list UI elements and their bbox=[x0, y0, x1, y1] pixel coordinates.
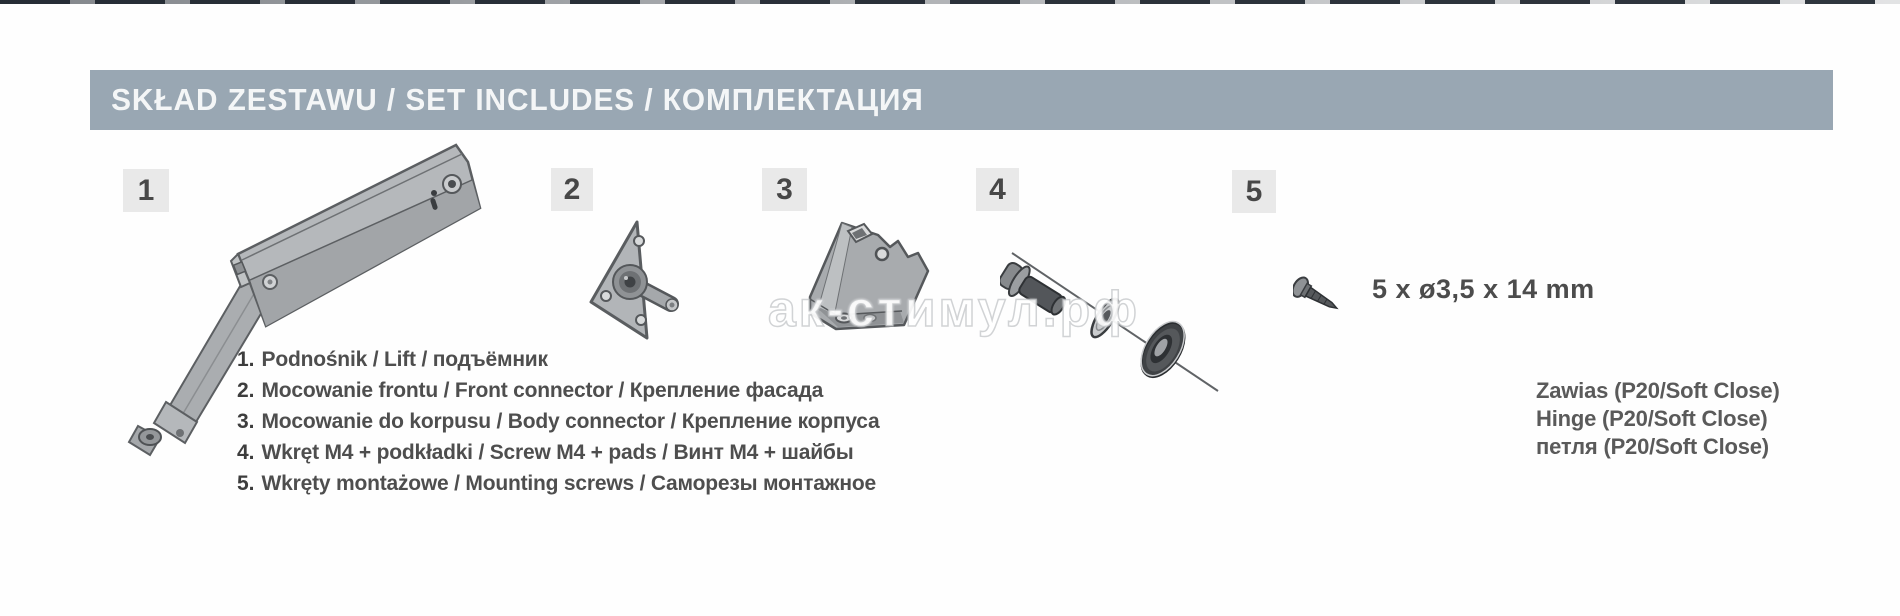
part-label-1: 1 bbox=[123, 169, 169, 212]
legend-text: Podnośnik / Lift / подъёмник bbox=[261, 348, 548, 371]
section-title: SKŁAD ZESTAWU / SET INCLUDES / КОМПЛЕКТАЦИЯ bbox=[111, 82, 924, 117]
hinge-note-line-pl: Zawias (P20/Soft Close) bbox=[1536, 378, 1780, 403]
hinge-note-line-ru: петля (P20/Soft Close) bbox=[1536, 434, 1769, 459]
legend-text: Wkręty montażowe / Mounting screws / Саморезы монтажное bbox=[261, 472, 876, 495]
legend-num: 3. bbox=[237, 410, 255, 433]
legend-text: Mocowanie do korpusu / Body connector / Крепление корпуса bbox=[261, 410, 880, 433]
legend-num: 4. bbox=[237, 441, 255, 464]
legend-num: 5. bbox=[237, 472, 255, 495]
mounting-screw-icon bbox=[1293, 268, 1368, 323]
legend-num: 2. bbox=[237, 379, 255, 402]
parts-legend bbox=[237, 344, 880, 499]
screw-spec-text: 5 x ø3,5 x 14 mm bbox=[1372, 274, 1595, 304]
legend-text: Wkręt M4 + podkładki / Screw M4 + pads / Винт M4 + шайбы bbox=[261, 441, 854, 464]
legend-item-5 bbox=[237, 468, 880, 499]
part-label-3: 3 bbox=[762, 168, 807, 211]
part-label-4: 4 bbox=[976, 168, 1019, 211]
part-label-5: 5 bbox=[1232, 170, 1276, 213]
front-connector-icon bbox=[575, 210, 705, 350]
legend-item-2 bbox=[237, 375, 880, 406]
legend-text: Mocowanie frontu / Front connector / Крепление фасада bbox=[261, 379, 824, 402]
legend-item-4 bbox=[237, 437, 880, 468]
top-edge-artifact bbox=[0, 0, 1900, 4]
watermark-text: ак-стимул.рф bbox=[768, 281, 1140, 337]
legend-item-3 bbox=[237, 406, 880, 437]
legend-num: 1. bbox=[237, 348, 255, 371]
hinge-note-line-en: Hinge (P20/Soft Close) bbox=[1536, 406, 1768, 431]
section-header-bar bbox=[90, 70, 1833, 130]
hinge-model-note bbox=[1536, 377, 1780, 461]
part-label-2: 2 bbox=[551, 168, 593, 211]
legend-item-1 bbox=[237, 344, 880, 375]
